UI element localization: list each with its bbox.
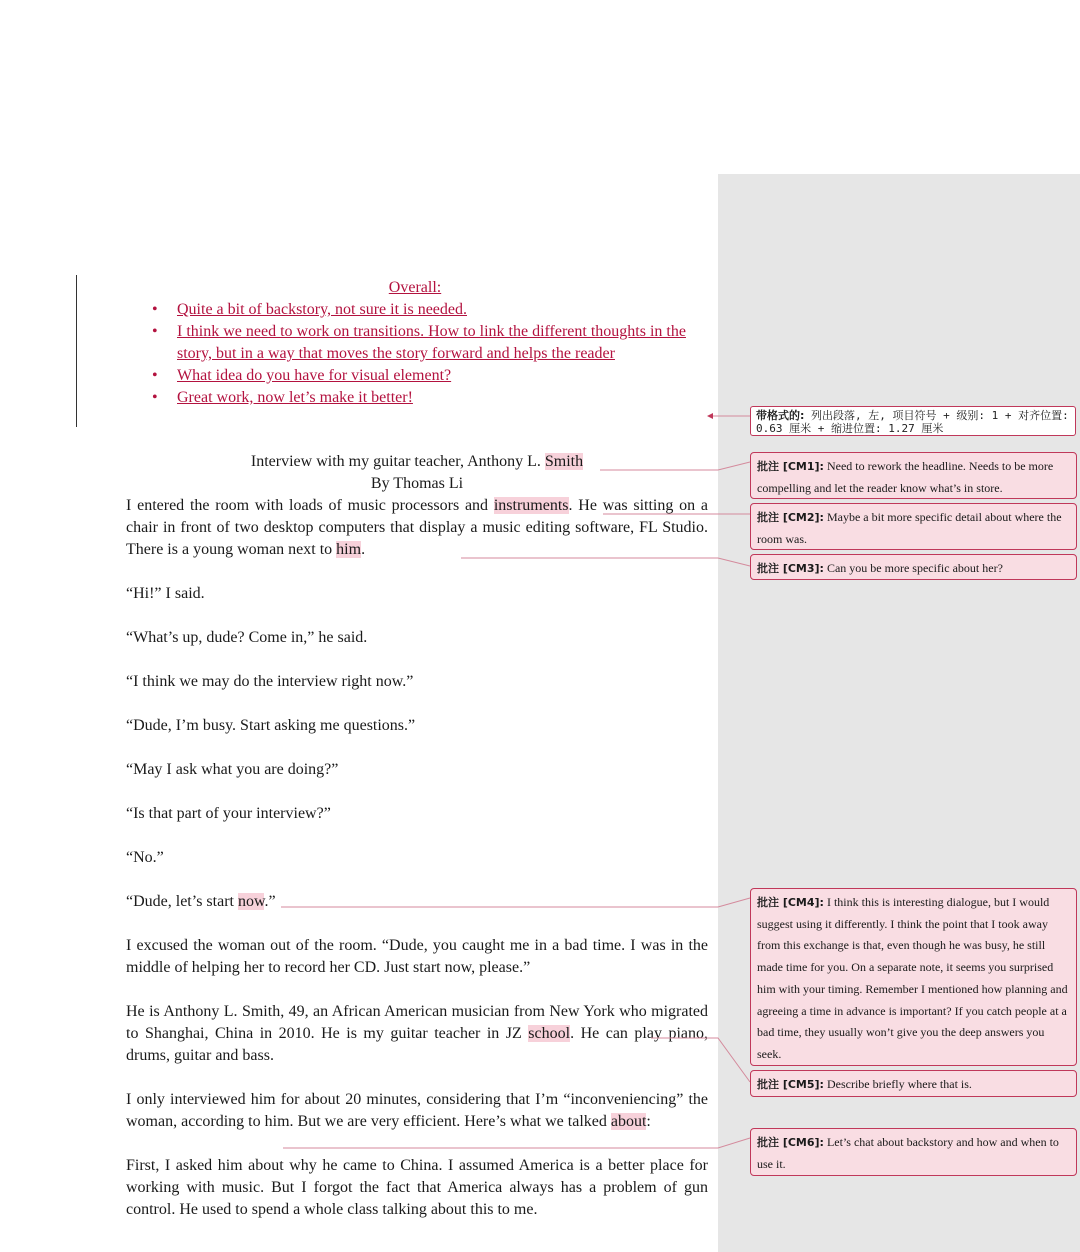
byline: By Thomas Li <box>370 475 464 492</box>
overall-title: Overall: <box>388 279 442 296</box>
overall-item: • What idea do you have for visual element? <box>120 365 710 387</box>
comment-balloon-cm2[interactable]: 批注 [CM2]: Maybe a bit more specific detail about where the room was. <box>750 503 1077 550</box>
paragraph: I excused the woman out of the room. “Dude, you caught me in a bad time. I was in the middle of helping her to record her CD. Just start now, please.” <box>126 937 708 976</box>
comment-balloon-cm5[interactable]: 批注 [CM5]: Describe briefly where that is. <box>750 1070 1077 1097</box>
bullet-icon: • <box>152 323 158 340</box>
dialogue-line: “Dude, I’m busy. Start asking me questions.” <box>126 717 416 734</box>
dialogue-line: “I think we may do the interview right now.” <box>126 673 414 690</box>
dialogue-line: “Hi!” I said. <box>126 585 205 602</box>
comment-anchor-cm1[interactable]: Smith <box>544 453 584 470</box>
paragraph: He is Anthony L. Smith, 49, an African American musician from New York who migrated to Shanghai, China in 2010. He is my guitar teacher in JZ school. He can play piano, drums, guitar and bass. <box>126 1003 709 1064</box>
overall-list <box>120 299 710 409</box>
comment-balloon-cm1[interactable]: 批注 [CM1]: Need to rework the headline. Needs to be more compelling and let the reader know what’s in store. <box>750 452 1077 499</box>
comment-anchor-cm3[interactable]: him <box>336 541 362 558</box>
bullet-icon: • <box>152 367 158 384</box>
comment-anchor-cm6[interactable]: about <box>610 1113 647 1130</box>
dialogue-line: “What’s up, dude? Come in,” he said. <box>126 629 368 646</box>
comment-anchor-cm2[interactable]: instruments <box>493 497 569 514</box>
overall-feedback <box>120 277 710 409</box>
bullet-icon: • <box>152 389 158 406</box>
comment-anchor-cm4[interactable]: now <box>237 893 265 910</box>
comment-anchor-cm5[interactable]: school <box>528 1025 571 1042</box>
change-bar <box>76 275 77 427</box>
paragraph: First, I asked him about why he came to China. I assumed America is a better place for working with music. But I forgot the fact that America always has a problem of gun control. He used to spend a whole class talking about this to me. <box>126 1157 708 1218</box>
paragraph: I only interviewed him for about 20 minutes, considering that I’m “inconveniencing” the woman, according to him. But we are very efficient. Here’s what we talked about: <box>126 1091 708 1130</box>
overall-item: • I think we need to work on transitions. How to link the different thoughts in the story, but in a way that moves the story forward and helps the reader <box>152 323 686 362</box>
dialogue-line: “No.” <box>126 849 164 866</box>
paragraph: I entered the room with loads of music processors and instruments. He was sitting on a chair in front of two desktop computers that display a music editing software, FL Studio. There is a young woman next to him. <box>126 497 708 558</box>
article-title: Interview with my guitar teacher, Anthony L. Smith <box>250 453 584 470</box>
comment-balloon-cm4[interactable]: 批注 [CM4]: I think this is interesting dialogue, but I would suggest using it differently. I think the point that I took away from this exchange is that, even though he was busy, he still made time for you. On a separate note, it seems you surprised him with your timing. Remember I mentioned how planning and agreeing a time in advance is important? If you catch people at a bad time, they usually won’t give you the deep answers you seek. <box>750 888 1077 1066</box>
article-body <box>126 451 708 1221</box>
dialogue-line: “May I ask what you are doing?” <box>126 761 339 778</box>
overall-item: • Quite a bit of backstory, not sure it is needed. <box>120 299 710 321</box>
comment-balloon-cm6[interactable]: 批注 [CM6]: Let’s chat about backstory and how and when to use it. <box>750 1128 1077 1176</box>
comment-balloon-cm3[interactable]: 批注 [CM3]: Can you be more specific about her? <box>750 554 1077 580</box>
dialogue-line: “Is that part of your interview?” <box>126 805 331 822</box>
dialogue-line: “Dude, let’s start now.” <box>126 893 276 910</box>
bullet-icon: • <box>152 301 158 318</box>
overall-item: • Great work, now let’s make it better! <box>120 387 710 409</box>
format-change-balloon[interactable]: 带格式的: 列出段落, 左, 项目符号 + 级别: 1 + 对齐位置: 0.63 厘米 + 缩进位置: 1.27 厘米 <box>750 406 1076 436</box>
